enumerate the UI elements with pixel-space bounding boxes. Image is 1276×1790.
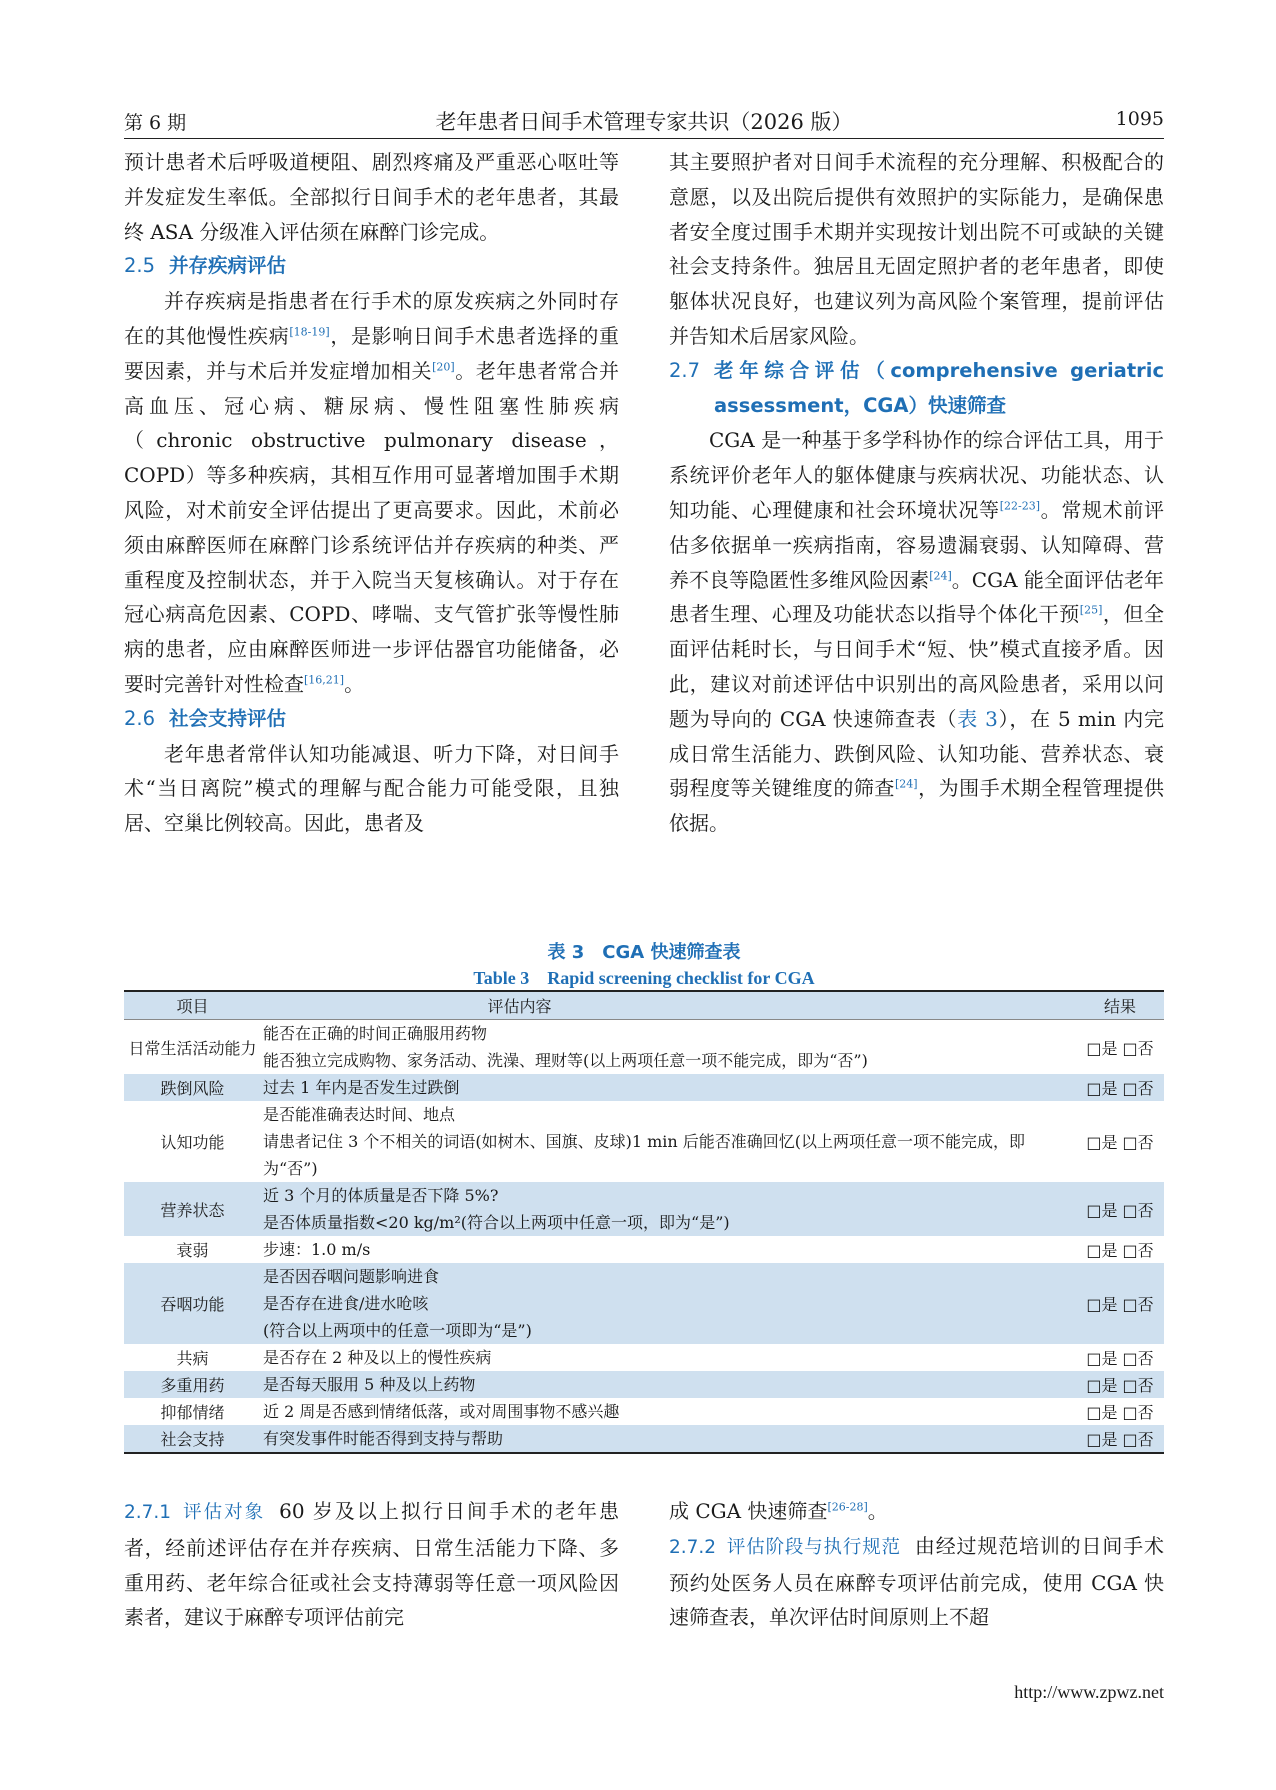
table-cell-result[interactable]: □是 □否 [1086, 1376, 1154, 1395]
content-line: 近 3 个月的体质量是否下降 5%? [263, 1186, 499, 1205]
paragraph: 老年患者常伴认知功能减退、听力下降，对日间手术“当日离院”模式的理解与配合能力可能受限，且独居、空巢比例较高。因此，患者及 [124, 741, 619, 836]
table-caption-en: Table 3 Rapid screening checklist for CGA [473, 968, 815, 988]
table-cell-result[interactable]: □是 □否 [1086, 1079, 1154, 1098]
header-cell-item: 项目 [176, 997, 209, 1016]
content-line: 能否独立完成购物、家务活动、洗澡、理财等(以上两项任意一项不能完成，即为“否”) [263, 1051, 868, 1070]
right-column [669, 145, 1164, 841]
table-cell-content [261, 1344, 1076, 1371]
content-line: 是否体质量指数<20 kg/m²(符合以上两项中任意一项，即为“是”) [263, 1213, 730, 1232]
content-line: 请患者记住 3 个不相关的词语(如树木、国旗、皮球)1 min 后能否准确回忆(以上两项任意一项不能完成，即为“否”) [263, 1132, 1026, 1178]
table-row [124, 1020, 1164, 1074]
running-header [124, 108, 1164, 139]
table-row [124, 1425, 1164, 1452]
table-row [124, 1263, 1164, 1344]
citation[interactable]: [16,21] [304, 673, 345, 687]
table-cell-item: 日常生活活动能力 [128, 1038, 257, 1058]
left-column [124, 145, 619, 841]
table-cell-content [261, 1425, 1076, 1452]
citation[interactable]: [18-19] [289, 325, 330, 339]
content-line: 是否存在进食/进水呛咳 [263, 1294, 429, 1313]
table-cell-item: 抑郁情绪 [160, 1403, 225, 1422]
content-line: (符合以上两项中的任意一项即为“是”) [263, 1321, 532, 1340]
table-header-row [124, 992, 1164, 1020]
page-number: 1095 [1115, 108, 1164, 130]
table-row [124, 1182, 1164, 1236]
content-line: 近 2 周是否感到情绪低落，或对周围事物不感兴趣 [263, 1402, 620, 1421]
paragraph: 预计患者术后呼吸道梗阻、剧烈疼痛及严重恶心呕吐等并发症发生率低。全部拟行日间手术的老年患者，其最终 ASA 分级准入评估须在麻醉门诊完成。 [124, 150, 619, 244]
left-column-bottom [124, 1494, 619, 1635]
issue-number: 第 6 期 [124, 112, 187, 134]
content-line: 过去 1 年内是否发生过跌倒 [263, 1078, 460, 1097]
table-cell-result[interactable]: □是 □否 [1086, 1038, 1154, 1058]
table-cell-content [261, 1020, 1076, 1074]
section-heading-2-6: 2.6 社会支持评估 [124, 706, 287, 730]
table-cell-result[interactable]: □是 □否 [1086, 1430, 1154, 1449]
table-cell-result[interactable]: □是 □否 [1086, 1241, 1154, 1260]
subsection-heading-2-7-2: 2.7.2 评估阶段与执行规范 [669, 1536, 901, 1558]
paragraph: 成 CGA 快速筛查[26-28]。 [669, 1499, 888, 1523]
citation[interactable]: [22-23] [999, 499, 1040, 513]
table-cell-result[interactable]: □是 □否 [1086, 1200, 1154, 1220]
table-cell-item: 共病 [176, 1349, 209, 1368]
citation[interactable]: [24] [894, 777, 918, 791]
citation[interactable]: [20] [432, 360, 455, 374]
table-row [124, 1398, 1164, 1425]
table-cell-result[interactable]: □是 □否 [1086, 1295, 1154, 1314]
table-cell-result[interactable]: □是 □否 [1086, 1403, 1154, 1422]
table-cell-item: 营养状态 [160, 1200, 225, 1220]
content-line: 是否每天服用 5 种及以上药物 [263, 1375, 476, 1394]
table-row [124, 1371, 1164, 1398]
citation[interactable]: [25] [1079, 603, 1103, 617]
table-row [124, 1344, 1164, 1371]
table-cell-item: 社会支持 [160, 1430, 225, 1449]
paragraph: 2.7.1 评估对象 60 岁及以上拟行日间手术的老年患者，经前述评估存在并存疾病、日常生活能力下降、多重用药、老年综合征或社会支持薄弱等任意一项风险因素者，建议于麻醉专项评估前完 [124, 1499, 619, 1630]
content-line: 是否存在 2 种及以上的慢性疾病 [263, 1348, 492, 1367]
footer-url[interactable]: http://www.zpwz.net [1014, 1682, 1164, 1702]
paragraph: 其主要照护者对日间手术流程的充分理解、积极配合的意愿，以及出院后提供有效照护的实际能力，是确保患者安全度过围手术期并实现按计划出院不可或缺的关键社会支持条件。独居且无固定照护者的老年患者，即使躯体状况良好，也建议列为高风险个案管理，提前评估并告知术后居家风险。 [669, 150, 1164, 348]
section-heading-2-7: 2.7 老年综合评估（comprehensive geriatric assessment，CGA）快速筛查 [669, 358, 1164, 417]
table-cell-content [261, 1182, 1076, 1236]
section-heading-2-5: 2.5 并存疾病评估 [124, 254, 287, 278]
header-cell-content: 评估内容 [487, 997, 552, 1016]
citation[interactable]: [24] [929, 568, 952, 582]
table-row [124, 1101, 1164, 1182]
table-cell-item: 认知功能 [160, 1133, 225, 1152]
content-line: 是否能准确表达时间、地点 [263, 1105, 456, 1124]
table-caption-cn: 表 3 CGA 快速筛查表 [547, 942, 741, 963]
paragraph: CGA 是一种基于多学科协作的综合评估工具，用于系统评价老年人的躯体健康与疾病状况、功能状态、认知功能、心理健康和社会环境状况等[22-23]。常规术前评估多依据单一疾病指南，容易遗漏衰弱、认知障碍、营养不良等隐匿性多维风险因素[24]。CGA 能全面评估老年患者生理、心理及功能状态以指导个体化干预[25]，但全面评估耗时长，与日间手术“短、快”模式直接矛盾。因此，建议对前述评估中识别出的高风险患者，采用以问题为导向的 CGA 快速筛查表（表 3），在 5 min 内完成日常生活能力、跌倒风险、认知功能、营养状态、衰弱程度等关键维度的筛查[24]，为围手术期全程管理提供依据。 [669, 428, 1165, 836]
table-cell-item: 多重用药 [160, 1376, 225, 1395]
table-cell-item: 吞咽功能 [160, 1295, 225, 1314]
table-row [124, 1236, 1164, 1263]
content-line: 步速：1.0 m/s [263, 1240, 371, 1259]
content-line: 能否在正确的时间正确服用药物 [263, 1024, 488, 1043]
table-cell-result[interactable]: □是 □否 [1086, 1133, 1154, 1152]
table-cell-content [261, 1236, 1076, 1263]
paragraph: 2.7.2 评估阶段与执行规范 由经过规范培训的日间手术预约处医务人员在麻醉专项评估前完成，使用 CGA 快速筛查表，单次评估时间原则上不超 [669, 1533, 1164, 1630]
citation[interactable]: [26-28] [827, 1500, 868, 1514]
table-cell-content [261, 1371, 1076, 1398]
table-cell-content [261, 1074, 1076, 1101]
subsection-heading-2-7-1: 2.7.1 评估对象 [124, 1502, 266, 1523]
cga-screening-table [124, 990, 1164, 1454]
table-cell-result[interactable]: □是 □否 [1086, 1349, 1154, 1368]
table-cell-content [261, 1398, 1076, 1425]
table-cell-content [261, 1263, 1076, 1344]
table-cell-content [261, 1101, 1076, 1182]
table-cell-item: 跌倒风险 [160, 1079, 225, 1098]
content-line: 是否因吞咽问题影响进食 [263, 1267, 440, 1286]
header-cell-result: 结果 [1103, 997, 1136, 1016]
right-column-bottom [669, 1494, 1164, 1635]
paragraph: 并存疾病是指患者在行手术的原发疾病之外同时存在的其他慢性疾病[18-19]，是影响日间手术患者选择的重要因素，并与术后并发症增加相关[20]。老年患者常合并高血压、冠心病、糖尿病、慢性阻塞性肺疾病（chronic obstructive pulmonary disease，COPD）等多种疾病，其相互作用可显著增加围手术期风险，对术前安全评估提出了更高要求。因此，术前必须由麻醉医师在麻醉门诊系统评估并存疾病的种类、严重程度及控制状态，并于入院当天复核确认。对于存在冠心病高危因素、COPD、哮喘、支气管扩张等慢性肺病的患者，应由麻醉医师进一步评估器官功能储备，必要时完善针对性检查[16,21]。 [124, 289, 620, 696]
journal-title: 老年患者日间手术管理专家共识（2026 版） [435, 110, 853, 134]
table-reference-link[interactable]: 表 3 [957, 706, 998, 731]
content-line: 有突发事件时能否得到支持与帮助 [263, 1429, 504, 1448]
table-cell-item: 衰弱 [176, 1241, 209, 1260]
table-row [124, 1074, 1164, 1101]
